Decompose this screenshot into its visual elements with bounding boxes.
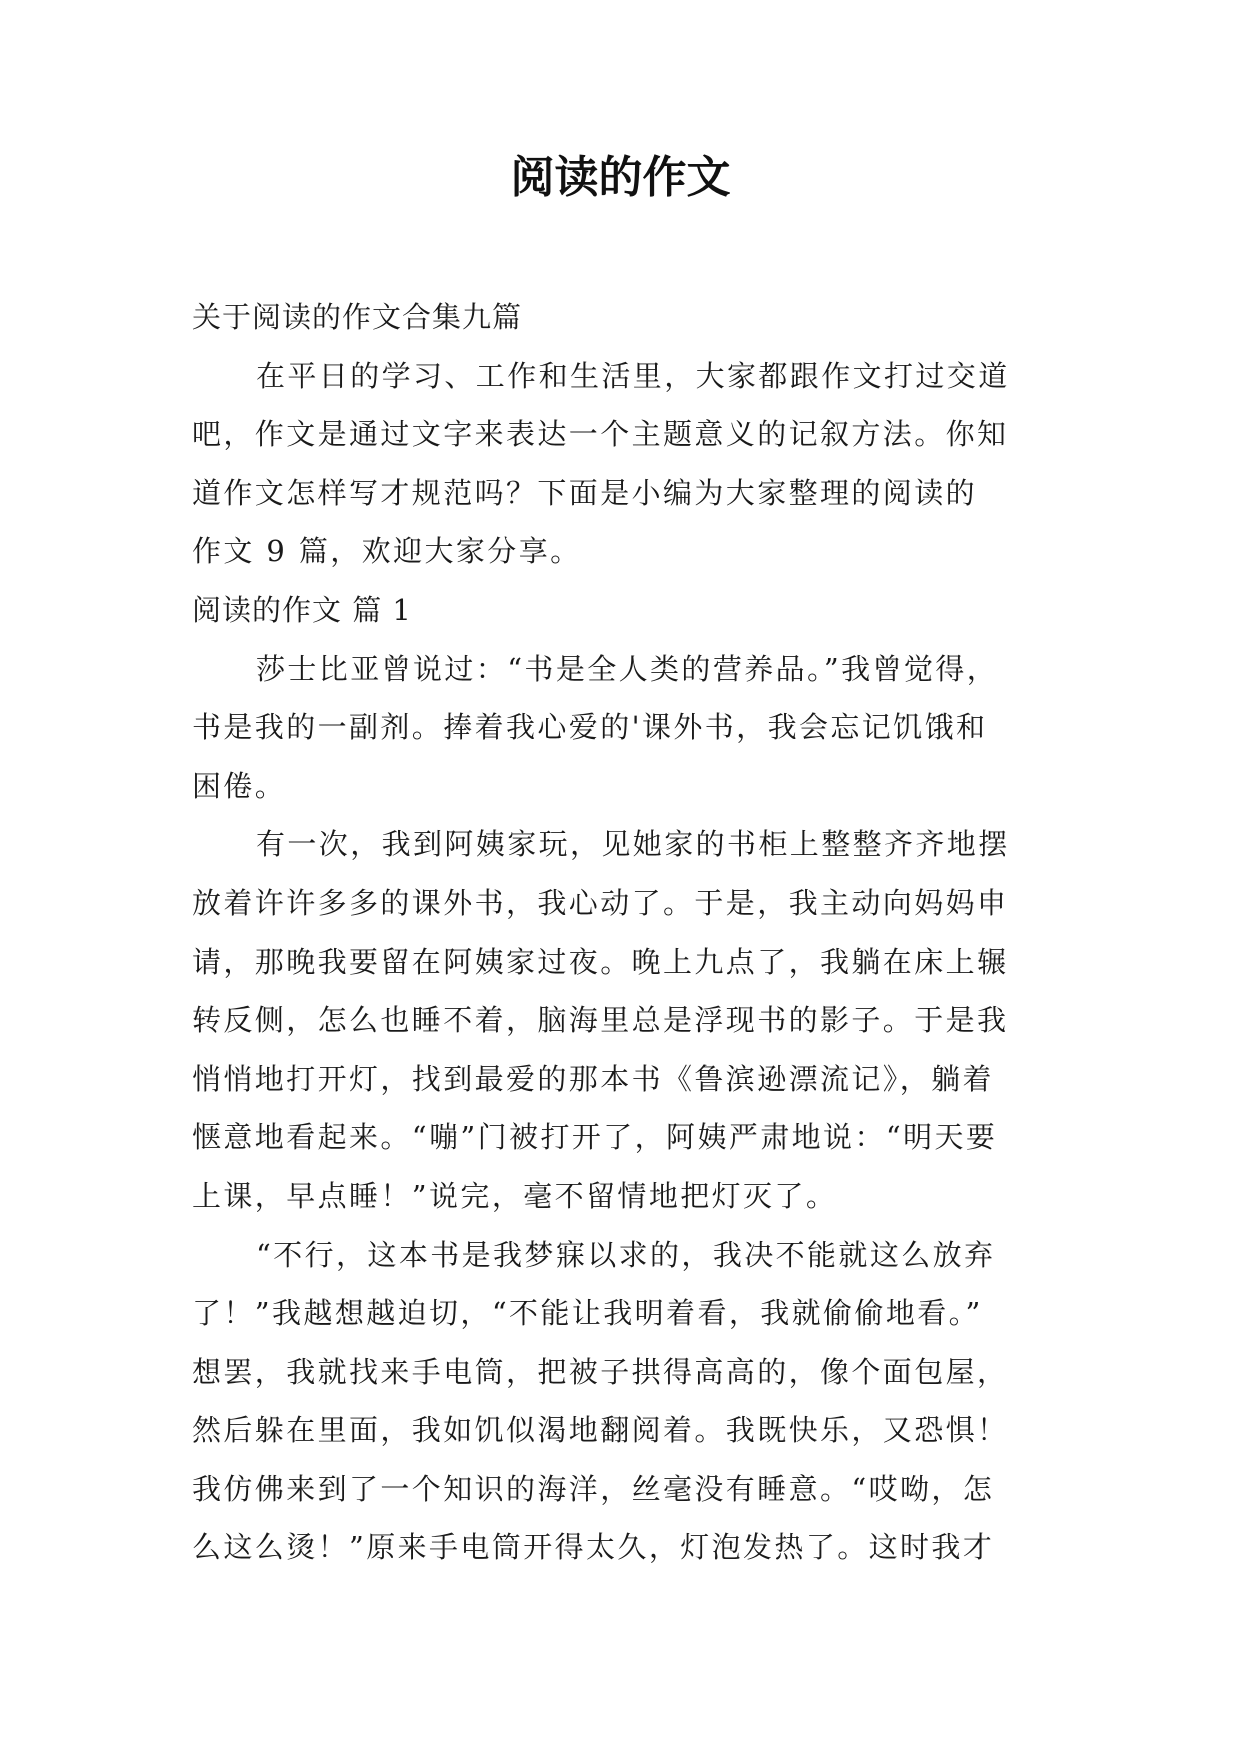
paragraph-line: 请，那晚我要留在阿姨家过夜。晚上九点了，我躺在床上辗 bbox=[192, 944, 1009, 979]
paragraph-line: “不行，这本书是我梦寐以求的，我决不能就这么放弃 bbox=[256, 1237, 996, 1272]
paragraph-line: 作文 9 篇，欢迎大家分享。 bbox=[192, 534, 582, 569]
paragraph-line: 放着许许多多的课外书，我心动了。于是，我主动向妈妈申 bbox=[192, 885, 1009, 920]
paragraph-line: 有一次，我到阿姨家玩，见她家的书柜上整整齐齐地摆 bbox=[256, 827, 1010, 862]
paragraph-line: 上课，早点睡！”说完，毫不留情地把灯灭了。 bbox=[192, 1178, 838, 1213]
document-body bbox=[192, 288, 1052, 1577]
paragraph-line: 我仿佛来到了一个知识的海洋，丝毫没有睡意。“哎呦，怎 bbox=[192, 1471, 995, 1506]
paragraph-line: 了！”我越想越迫切，“不能让我明着看，我就偷偷地看。” bbox=[192, 1296, 983, 1331]
paragraph-line: 然后躲在里面，我如饥似渴地翻阅着。我既快乐，又恐惧！ bbox=[192, 1413, 1009, 1448]
paragraph-line: 道作文怎样写才规范吗？下面是小编为大家整理的阅读的 bbox=[192, 475, 978, 510]
document-title: 阅读的作文 bbox=[510, 152, 731, 203]
paragraph-line: 么这么烫！”原来手电筒开得太久，灯泡发热了。这时我才 bbox=[192, 1530, 995, 1565]
paragraph-line: 在平日的学习、工作和生活里，大家都跟作文打过交道 bbox=[256, 358, 1010, 393]
paragraph-line: 莎士比亚曾说过：“书是全人类的营养品。”我曾觉得， bbox=[256, 651, 999, 686]
section-heading: 阅读的作文 篇 1 bbox=[192, 592, 412, 627]
paragraph-line: 惬意地看起来。“嘣”门被打开了，阿姨严肃地说：“明天要 bbox=[192, 1120, 998, 1155]
paragraph-line: 书是我的一副剂。捧着我心爱的'课外书，我会忘记饥饿和 bbox=[192, 710, 988, 745]
paragraph-line: 转反侧，怎么也睡不着，脑海里总是浮现书的影子。于是我 bbox=[192, 1003, 1009, 1038]
paragraph-line: 想罢，我就找来手电筒，把被子拱得高高的，像个面包屋， bbox=[192, 1354, 1009, 1389]
paragraph-line: 困倦。 bbox=[192, 768, 287, 803]
paragraph-line: 吧，作文是通过文字来表达一个主题意义的记叙方法。你知 bbox=[192, 417, 1009, 452]
paragraph-line: 悄悄地打开灯，找到最爱的那本书《鲁滨逊漂流记》，躺着 bbox=[192, 1061, 994, 1096]
section-heading: 关于阅读的作文合集九篇 bbox=[192, 300, 523, 334]
